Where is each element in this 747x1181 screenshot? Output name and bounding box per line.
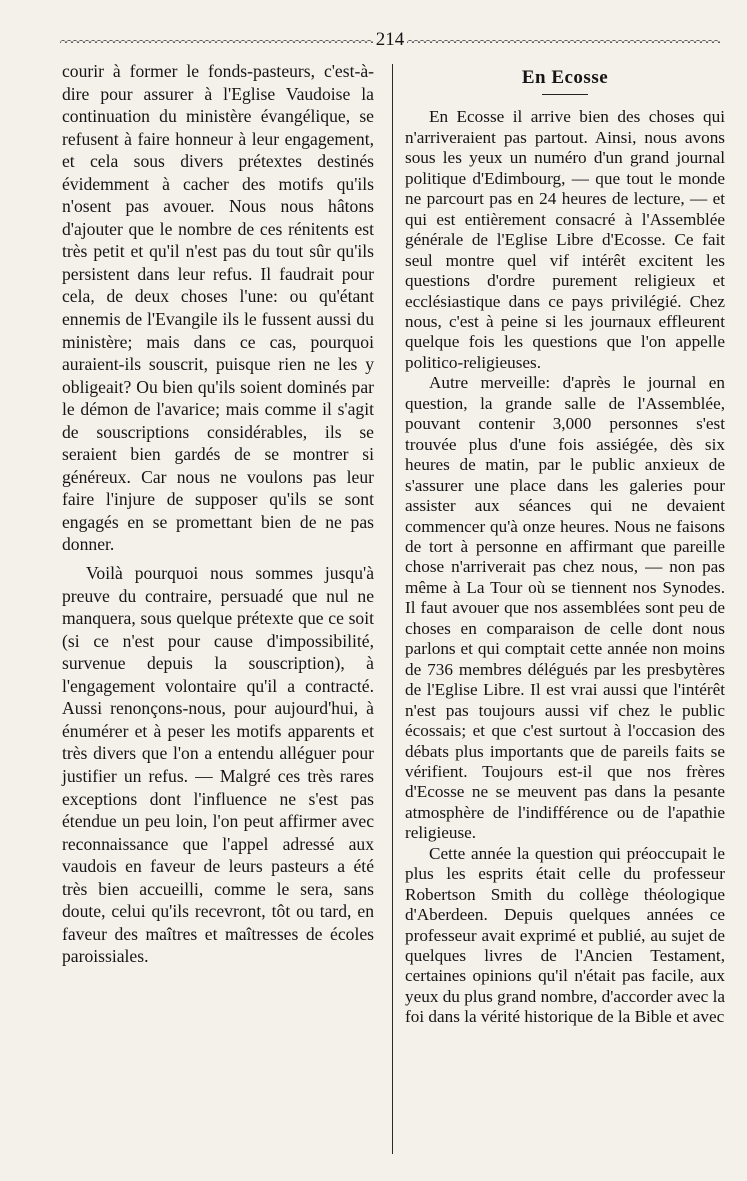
left-paragraph-1: courir à former le fonds-pasteurs, c'est-à-dire pour assurer à l'Eglise Vaudoise la continuation du ministère évangélique, se refusent à faire honneur à leur engagement, et cela sous divers prétextes destinés évidemment à cacher des motifs qu'ils n'osent pas avouer. Nous nous hâtons d'ajouter que le nombre de ces rénitents est très petit et qu'il n'est pas du tout sûr qu'ils persistent dans leur refus. Il faudrait pour cela, de deux choses l'une: ou qu'étant ennemis de l'Evangile ils le fussent aussi du ministère; mais dans ce cas, pourquoi auraient-ils souscrit, puisque rien ne les y obligeait? Ou bien qu'ils soient dominés par le démon de l'avarice; mais comme il s'agit de souscriptions considérables, ils se seraient bien gardés de se montrer si généreux. Car nous ne voulons pas leur faire l'injure de supposer qu'ils se sont engagés en se promettant bien de ne pas donner. — [62, 61, 374, 555]
right-paragraph-3: Cette année la question qui préoccupait le plus les esprits était celle du professeur Robertson Smith du collège théologique d'Aberdeen. Depuis quelques années ce professeur avait exprimé et publié, au sujet de quelques livres de l'Ancien Testament, certaines opinions qu'il n'était pas facile, aux yeux du plus grand nombre, d'accorder avec la foi dans la vérité historique de la Bible et avec — [405, 843, 725, 1027]
header-ornament-right — [407, 37, 720, 43]
right-paragraph-1: En Ecosse il arrive bien des choses qui n'arriveraient pas partout. Ainsi, nous avons sous les yeux un numéro d'un grand journal politique d'Edimbourg, — que tout le monde ne parcourt pas en 24 heures de lecture, — et qui est entièrement consacré à l'Assemblée générale de l'Eglise Libre d'Ecosse. Ce fait seul montre quel vif intérêt excitent les questions d'ordre purement religieux et ecclésiastique dans ce pays privilégié. Chez nous, c'est à peine si les journaux effleurent quelque fois les questions que l'on appelle politico-religieuses. — [405, 107, 725, 372]
title-rule — [542, 94, 588, 95]
page-header — [60, 28, 720, 52]
left-column — [62, 60, 374, 968]
section-title: En Ecosse — [521, 67, 609, 88]
page-number: 214 — [375, 29, 405, 50]
right-column — [405, 60, 725, 1028]
left-paragraph-2: Voilà pourquoi nous sommes jusqu'à preuve du contraire, persuadé que nul ne manquera, sous quelque prétexte que ce soit (si ce n'est pour cause d'impossibilité, survenue depuis la souscription), à l'engagement volontaire qu'il a contracté. Aussi renonçons-nous, pour aujourd'hui, à énumérer et à peser les motifs apparents et très divers que l'on a entendu alléguer pour justifier un refus. — Malgré ces très rares exceptions dont l'influence ne s'est pas étendue un peu loin, l'on peut affirmer avec reconnaissance que l'appel adressé aux vaudois en faveur de leurs pasteurs a été très bien accueilli, comme le sera, sans doute, celui qu'ils recevront, tôt ou tard, en faveur des maîtres et maîtresses de écoles paroissiales. — [62, 563, 374, 967]
header-ornament-left — [60, 37, 373, 43]
right-paragraph-2: Autre merveille: d'après le journal en question, la grande salle de l'Assemblée, pouvant contenir 3,000 personnes s'est trouvée plus d'une fois assiégée, dès six heures de matin, par le public anxieux de s'assurer une place dans les galeries pour assister aux séances qui ne devaient commencer qu'à onze heures. Nous ne faisons de tort à personne en affirmant que pareille chose n'arriverait pas chez nous, — non pas même à La Tour où se tiennent nos Synodes. Il faut avouer que nos assemblées sont peu de choses en comparaison de celle dont nous parlons et qui comptait cette année non moins de 736 membres délégués par les presbytères de l'Eglise Libre. Il est vrai aussi que l'intérêt n'est pas toujours aussi vif chez le public écossais; et que c'est surtout à l'occasion des débats plus importants que de pareils faits se vérifient. Toujours est-il que nos frères d'Ecosse ne se meuvent pas dans la pesante atmosphère de l'indifférence ou de l'apathie religieuse. — [405, 373, 725, 843]
column-divider — [392, 64, 393, 1154]
